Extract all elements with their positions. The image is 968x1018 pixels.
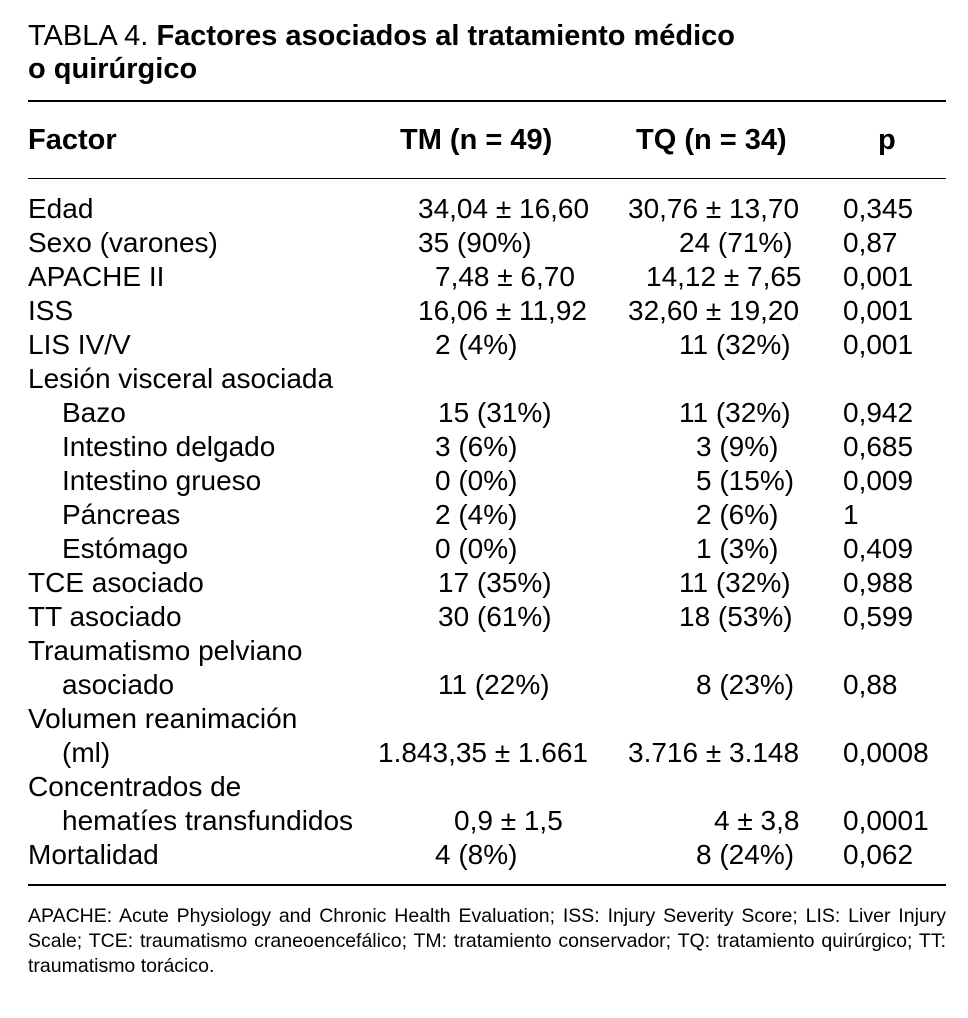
header-rule bbox=[28, 178, 946, 179]
cell-factor: Estómago bbox=[62, 533, 189, 564]
cell-tq: 8 (23%) bbox=[696, 669, 795, 700]
cell-factor: LIS IV/V bbox=[28, 329, 131, 360]
cell-p: 0,599 bbox=[843, 601, 914, 632]
cell-tq: 2 (6%) bbox=[696, 499, 779, 530]
cell-factor: Concentrados de bbox=[28, 771, 242, 802]
cell-p: 0,345 bbox=[843, 193, 914, 224]
header-tm: TM (n = 49) bbox=[400, 124, 553, 156]
cell-p: 0,0008 bbox=[843, 737, 929, 768]
cell-p: 0,87 bbox=[843, 227, 898, 258]
cell-factor: TT asociado bbox=[28, 601, 182, 632]
table-row bbox=[28, 736, 946, 770]
cell-p: 0,0001 bbox=[843, 805, 929, 836]
cell-tq: 3 (9%) bbox=[696, 431, 779, 462]
table-row bbox=[28, 532, 946, 566]
cell-tq: 1 (3%) bbox=[696, 533, 779, 564]
cell-tq: 11 (32%) bbox=[679, 397, 791, 428]
table-footnote: APACHE: Acute Physiology and Chronic Health Evaluation; ISS: Injury Severity Score; LIS: Liver Injury Scale; TCE: traumatismo craneoencefálico; TM: tratamiento conservador; TQ: tratamiento quirúrgico; TT: traumatismo torácico. bbox=[28, 905, 946, 977]
cell-factor: TCE asociado bbox=[28, 567, 204, 598]
cell-tm: 15 (31%) bbox=[438, 397, 552, 428]
table-title bbox=[28, 20, 946, 86]
cell-tm: 30 (61%) bbox=[438, 601, 552, 632]
cell-tq: 4 ± 3,8 bbox=[714, 805, 800, 836]
cell-p: 0,062 bbox=[843, 839, 914, 870]
cell-tm: 0 (0%) bbox=[435, 465, 518, 496]
cell-tq: 3.716 ± 3.148 bbox=[628, 737, 800, 768]
table-row bbox=[28, 702, 946, 736]
cell-tq: 32,60 ± 19,20 bbox=[628, 295, 800, 326]
cell-tm: 3 (6%) bbox=[435, 431, 518, 462]
cell-tm: 1.843,35 ± 1.661 bbox=[378, 737, 588, 768]
table-figure bbox=[28, 20, 946, 977]
header-factor: Factor bbox=[28, 124, 117, 156]
table-row bbox=[28, 498, 946, 532]
cell-p: 0,409 bbox=[843, 533, 914, 564]
top-rule bbox=[28, 100, 946, 102]
table-row bbox=[28, 770, 946, 804]
cell-factor: asociado bbox=[62, 669, 175, 700]
cell-tm: 0 (0%) bbox=[435, 533, 518, 564]
cell-factor: Bazo bbox=[62, 397, 126, 428]
cell-p: 0,001 bbox=[843, 261, 914, 292]
cell-p: 1 bbox=[843, 499, 859, 530]
cell-tq: 11 (32%) bbox=[679, 567, 791, 598]
cell-tq: 5 (15%) bbox=[696, 465, 795, 496]
table-row bbox=[28, 566, 946, 600]
header-tq: TQ (n = 34) bbox=[636, 124, 787, 156]
cell-tm: 7,48 ± 6,70 bbox=[435, 261, 575, 292]
cell-factor: Mortalidad bbox=[28, 839, 159, 870]
table-row bbox=[28, 260, 946, 294]
header-p: p bbox=[878, 124, 896, 156]
cell-tm: 2 (4%) bbox=[435, 499, 518, 530]
table-row bbox=[28, 634, 946, 668]
cell-p: 0,685 bbox=[843, 431, 914, 462]
table-row bbox=[28, 804, 946, 838]
table-row bbox=[28, 668, 946, 702]
cell-tm: 35 (90%) bbox=[418, 227, 532, 258]
table-row bbox=[28, 396, 946, 430]
cell-tm: 34,04 ± 16,60 bbox=[418, 193, 590, 224]
table-row bbox=[28, 838, 946, 872]
cell-factor: Lesión visceral asociada bbox=[28, 363, 334, 394]
cell-p: 0,88 bbox=[843, 669, 898, 700]
cell-p: 0,942 bbox=[843, 397, 914, 428]
cell-factor: hematíes transfundidos bbox=[62, 805, 354, 836]
table-row bbox=[28, 464, 946, 498]
cell-factor: Traumatismo pelviano bbox=[28, 635, 303, 666]
cell-factor: ISS bbox=[28, 295, 74, 326]
cell-tm: 0,9 ± 1,5 bbox=[454, 805, 563, 836]
cell-tm: 2 (4%) bbox=[435, 329, 518, 360]
cell-factor: Intestino grueso bbox=[62, 465, 262, 496]
cell-tq: 11 (32%) bbox=[679, 329, 791, 360]
table-row bbox=[28, 362, 946, 396]
table-body bbox=[28, 192, 946, 872]
cell-factor: Edad bbox=[28, 193, 94, 224]
cell-tm: 17 (35%) bbox=[438, 567, 552, 598]
cell-tm: 4 (8%) bbox=[435, 839, 518, 870]
cell-tq: 18 (53%) bbox=[679, 601, 793, 632]
cell-factor: Volumen reanimación bbox=[28, 703, 298, 734]
table-row bbox=[28, 294, 946, 328]
cell-factor: Sexo (varones) bbox=[28, 227, 218, 258]
table-label: TABLA 4. bbox=[28, 20, 149, 52]
table-row bbox=[28, 226, 946, 260]
cell-factor: Intestino delgado bbox=[62, 431, 276, 462]
cell-p: 0,001 bbox=[843, 329, 914, 360]
cell-tm: 16,06 ± 11,92 bbox=[418, 295, 587, 326]
cell-p: 0,001 bbox=[843, 295, 914, 326]
table-title-line2: o quirúrgico bbox=[28, 53, 198, 85]
cell-tq: 14,12 ± 7,65 bbox=[646, 261, 802, 292]
cell-factor: Páncreas bbox=[62, 499, 181, 530]
cell-tm: 11 (22%) bbox=[438, 669, 550, 700]
table-title-line1: Factores asociados al tratamiento médico bbox=[156, 20, 736, 52]
table-row bbox=[28, 430, 946, 464]
table-row bbox=[28, 328, 946, 362]
cell-p: 0,988 bbox=[843, 567, 914, 598]
bottom-rule bbox=[28, 884, 946, 886]
cell-factor: (ml) bbox=[62, 737, 111, 768]
cell-tq: 24 (71%) bbox=[679, 227, 793, 258]
cell-tq: 30,76 ± 13,70 bbox=[628, 193, 800, 224]
table-row bbox=[28, 600, 946, 634]
cell-tq: 8 (24%) bbox=[696, 839, 795, 870]
table-header bbox=[28, 124, 946, 160]
cell-p: 0,009 bbox=[843, 465, 914, 496]
cell-factor: APACHE II bbox=[28, 261, 165, 292]
table-row bbox=[28, 192, 946, 226]
